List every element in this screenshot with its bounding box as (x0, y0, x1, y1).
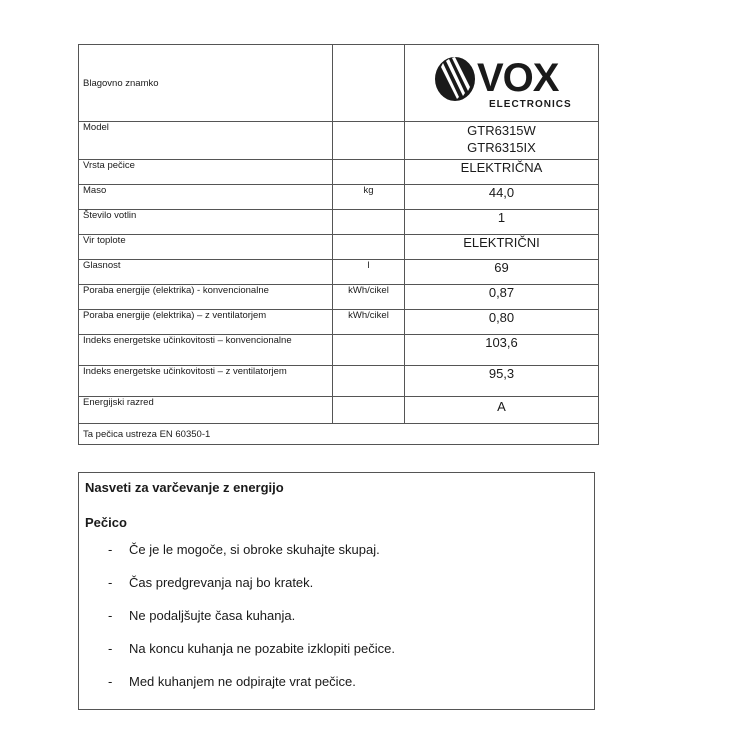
tips-title: Nasveti za varčevanje z energijo (85, 480, 284, 495)
row-unit (333, 122, 405, 160)
row-label: Indeks energetske učinkovitosti – konvencionalne (79, 335, 333, 366)
tip-text: Med kuhanjem ne odpirajte vrat pečice. (129, 674, 356, 689)
vox-emblem-icon (435, 57, 475, 101)
table-row (79, 285, 599, 310)
brand-logo-cell (405, 45, 599, 122)
table-row (79, 335, 599, 366)
row-label: Vrsta pečice (79, 160, 333, 185)
list-item (85, 541, 588, 574)
list-item (85, 673, 588, 706)
list-item (85, 640, 588, 673)
standard-note: Ta pečica ustreza EN 60350-1 (79, 424, 599, 445)
row-unit (333, 210, 405, 235)
row-value: 44,0 (405, 185, 599, 210)
bullet-dash: - (108, 608, 113, 623)
row-value: 0,87 (405, 285, 599, 310)
table-row (79, 260, 599, 285)
row-unit (333, 335, 405, 366)
table-row (79, 185, 599, 210)
table-row (79, 210, 599, 235)
row-unit (333, 160, 405, 185)
row-unit: kWh/cikel (333, 285, 405, 310)
model-value-line: GTR6315IX (467, 140, 536, 155)
row-label: Indeks energetske učinkovitosti – z ventilatorjem (79, 366, 333, 397)
table-row (79, 366, 599, 397)
row-unit (333, 235, 405, 260)
row-value: A (405, 397, 599, 424)
row-label: Poraba energije (elektrika) - konvencionalne (79, 285, 333, 310)
brand-unit-cell (333, 45, 405, 122)
row-unit (333, 366, 405, 397)
brand-label: Blagovno znamko (79, 45, 333, 122)
row-unit: l (333, 260, 405, 285)
row-value (405, 122, 599, 160)
vox-logo-sub: ELECTRONICS (489, 99, 572, 110)
row-unit: kg (333, 185, 405, 210)
bullet-dash: - (108, 641, 113, 656)
row-label: Energijski razred (79, 397, 333, 424)
tip-text: Ne podaljšujte časa kuhanja. (129, 608, 296, 623)
row-label: Glasnost (79, 260, 333, 285)
table-row (79, 310, 599, 335)
table-footer-row (79, 424, 599, 445)
bullet-dash: - (108, 575, 113, 590)
row-label: Vir toplote (79, 235, 333, 260)
tip-text: Na koncu kuhanja ne pozabite izklopiti pečice. (129, 641, 395, 656)
tip-text: Čas predgrevanja naj bo kratek. (129, 575, 314, 590)
row-value: 95,3 (405, 366, 599, 397)
list-item (85, 574, 588, 607)
vox-logo (433, 51, 572, 113)
row-label: Poraba energije (elektrika) – z ventilatorjem (79, 310, 333, 335)
table-row (79, 122, 599, 160)
row-value: 1 (405, 210, 599, 235)
energy-saving-tips (78, 472, 595, 710)
row-value: 69 (405, 260, 599, 285)
table-row (79, 397, 599, 424)
bullet-dash: - (108, 542, 113, 557)
row-value: 103,6 (405, 335, 599, 366)
row-label: Število votlin (79, 210, 333, 235)
list-item (85, 607, 588, 640)
row-value: ELEKTRIČNI (405, 235, 599, 260)
tip-text: Če je le mogoče, si obroke skuhajte skupaj. (129, 542, 380, 557)
vox-logo-word: VOX (477, 56, 559, 100)
tips-list (85, 541, 588, 706)
table-row (79, 160, 599, 185)
product-info-table (78, 44, 599, 445)
table-row-brand (79, 45, 599, 122)
model-value-line: GTR6315W (467, 123, 536, 138)
table-row (79, 235, 599, 260)
row-label: Model (79, 122, 333, 160)
row-value: 0,80 (405, 310, 599, 335)
row-unit (333, 397, 405, 424)
tips-subtitle: Pečico (85, 515, 127, 530)
row-label: Maso (79, 185, 333, 210)
row-value: ELEKTRIČNA (405, 160, 599, 185)
row-unit: kWh/cikel (333, 310, 405, 335)
bullet-dash: - (108, 674, 113, 689)
